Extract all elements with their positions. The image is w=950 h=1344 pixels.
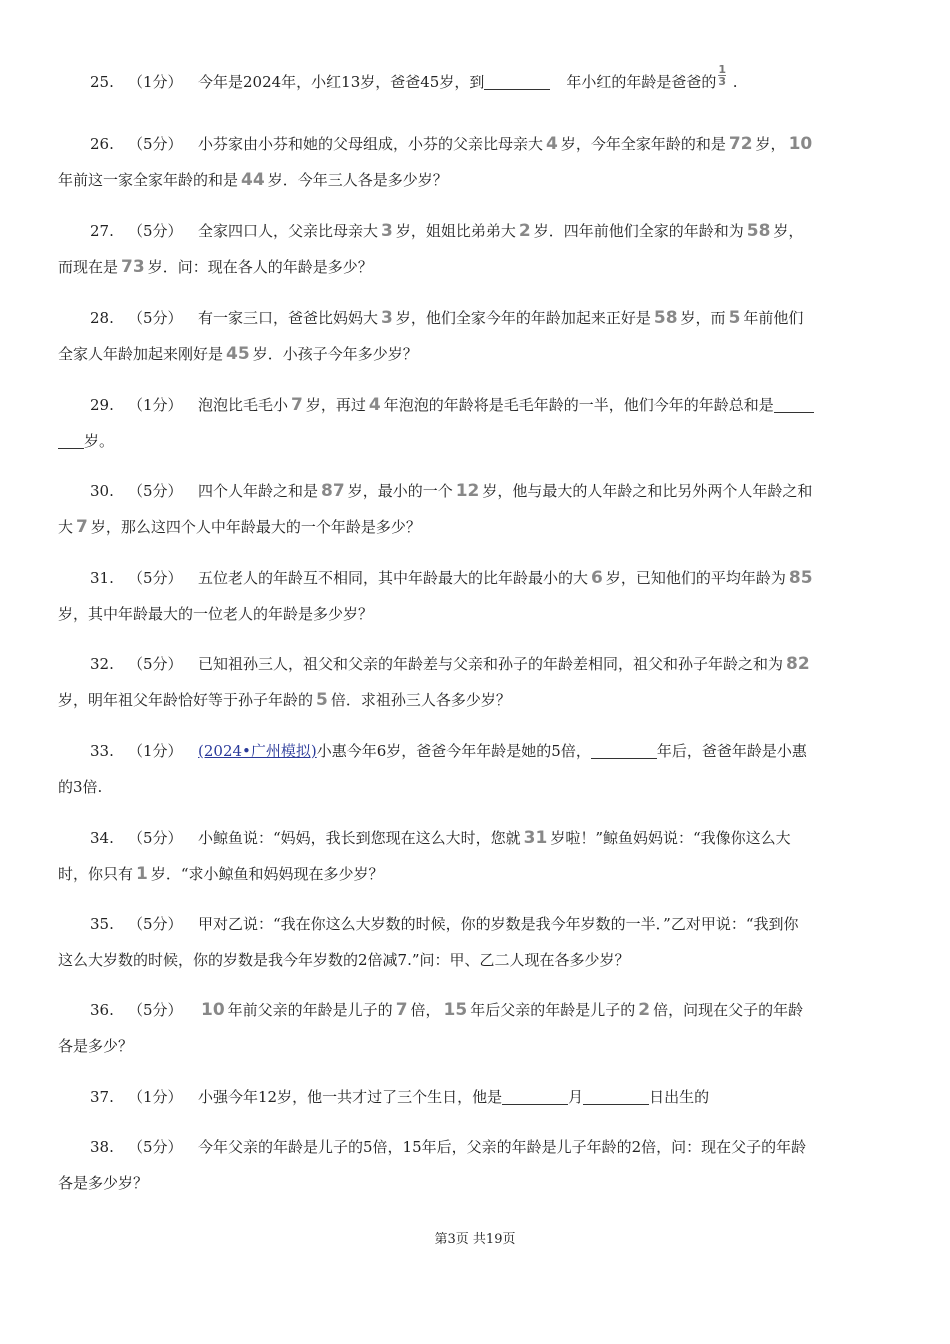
fraction-numerator: 1 [718,62,727,76]
question-text: 今年父亲的年龄是儿子的5倍，15年后，父亲的年龄是儿子年龄的2倍，问：现在父子的年龄 [198,1138,807,1156]
question-text: . [728,73,738,91]
question-text: 年后，爸爸年龄是小惠 [656,742,807,760]
question-text: 月 [568,1088,584,1106]
number-value: 31 [523,828,548,848]
answer-blank[interactable] [591,743,657,759]
question-text: 年前他们 [743,309,804,327]
question-text: 小鲸鱼说：“妈妈，我长到您现在这么大时，您就 [198,829,521,847]
question-text: 岁．四年前他们全家的年龄和为 [533,222,744,240]
number-value: 7 [395,1000,408,1020]
answer-blank-continued[interactable] [58,433,84,449]
question-text: 岁啦！”鲸鱼妈妈说：“我像你这么大 [550,829,791,847]
question-score: （5分） [128,829,183,847]
question-text: 四个人年龄之和是 [198,482,319,500]
question-text: 全家人年龄加起来刚好是 [58,345,224,363]
question-score: （1分） [128,1088,183,1106]
question-text: 岁，那么这四个人中年龄最大的一个年龄是多少？ [90,518,421,536]
number-value: 10 [788,134,813,154]
question-text: 有一家三口，爸爸比妈妈大 [198,309,379,327]
question-text: 岁，已知他们的平均年龄为 [605,569,786,587]
question-33 [58,733,892,805]
question-text: 小强今年12岁，他一共才过了三个生日，他是 [198,1088,503,1106]
question-number: 29. [90,396,114,414]
question-score: （5分） [128,1138,183,1156]
question-30 [58,473,892,545]
answer-blank[interactable] [484,74,550,90]
question-text: 倍， [410,1001,441,1019]
page-footer: 第3页 共19页 [434,1232,516,1247]
number-value: 82 [786,654,810,674]
question-35 [58,906,892,978]
number-value: 2 [518,221,531,241]
question-score: （5分） [128,309,183,327]
number-value: 1 [136,864,148,884]
question-text: 时，你只有 [58,865,134,883]
question-29 [58,387,892,459]
question-score: （5分） [128,569,183,587]
question-25 [58,64,892,100]
number-value: 45 [226,344,250,364]
question-number: 30. [90,482,114,500]
question-score: （5分） [128,655,183,673]
number-value: 4 [368,395,381,415]
question-text: 大 [58,518,74,536]
question-text: 岁，他与最大的人年龄之和比另外两个人年龄之和 [482,482,813,500]
question-number: 27. [90,222,114,240]
question-text: 岁。 [84,432,115,450]
question-text: 岁，最小的一个 [347,482,453,500]
question-text: 年小红的年龄是爸爸的 [566,73,717,91]
question-text: 岁，今年全家年龄的和是 [560,135,726,153]
question-36 [58,992,892,1064]
question-text: 各是多少岁？ [58,1174,149,1192]
number-value: 7 [76,517,88,537]
number-value: 87 [321,481,345,501]
number-value: 15 [443,1000,468,1020]
question-text: 小惠今年6岁，爸爸今年年龄是她的5倍， [316,742,591,760]
question-text: 岁，姐姐比弟弟大 [395,222,516,240]
question-number: 33. [90,742,114,760]
number-value: 3 [381,221,393,241]
number-value: 6 [591,568,603,588]
source-link[interactable]: (2024•广州模拟) [198,742,317,760]
question-text: 岁，再过 [305,396,366,414]
question-28 [58,300,892,372]
question-text: 小芬家由小芬和她的父母组成，小芬的父亲比母亲大 [198,135,544,153]
number-value: 44 [241,170,265,190]
question-number: 36. [90,1001,114,1019]
question-text: 而现在是 [58,258,119,276]
question-text: 这么大岁数的时候，你的岁数是我今年岁数的2倍减7.”问：甲、乙二人现在各多少岁？ [58,951,630,969]
number-value: 12 [455,481,480,501]
question-text: 各是多少？ [58,1037,134,1055]
question-text: 岁，明年祖父年龄恰好等于孙子年龄的 [58,691,314,709]
question-38 [58,1129,892,1201]
question-number: 31. [90,569,114,587]
question-text: 年后父亲的年龄是儿子的 [470,1001,636,1019]
question-text: 岁，他们全家今年的年龄加起来正好是 [395,309,651,327]
question-number: 26. [90,135,114,153]
question-text: 年前这一家全家年龄的和是 [58,171,239,189]
question-number: 37. [90,1088,114,1106]
question-number: 25. [90,73,114,91]
fraction [718,64,726,87]
number-value: 58 [746,221,771,241]
question-score: （5分） [128,915,183,933]
question-37 [58,1079,892,1115]
question-score: （5分） [128,222,183,240]
question-text: 岁，而 [680,309,726,327]
number-value: 5 [728,308,741,328]
question-text: 倍．求祖孙三人各多少岁？ [330,691,511,709]
question-number: 34. [90,829,114,847]
question-score: （5分） [128,1001,183,1019]
question-number: 35. [90,915,114,933]
question-32 [58,646,892,718]
number-value: 10 [201,1000,225,1020]
answer-blank[interactable] [774,397,814,413]
question-text: 岁．“求小鲸鱼和妈妈现在多少岁？ [150,865,384,883]
question-text: 岁．今年三人各是多少岁？ [267,171,448,189]
question-score: （5分） [128,135,183,153]
number-value: 7 [291,395,303,415]
question-31 [58,560,892,632]
question-text: 年前父亲的年龄是儿子的 [227,1001,393,1019]
fraction-denominator: 3 [718,74,727,88]
question-score: （1分） [128,73,183,91]
question-text: 岁．小孩子今年多少岁？ [252,345,418,363]
number-value: 85 [788,568,813,588]
question-text: 五位老人的年龄互不相同，其中年龄最大的比年龄最小的大 [198,569,589,587]
question-number: 32. [90,655,114,673]
question-text: 岁， [755,135,786,153]
question-text: 泡泡比毛毛小 [198,396,289,414]
question-text: 岁， [773,222,804,240]
number-value: 3 [381,308,393,328]
question-text: 今年是2024年，小红13岁，爸爸45岁，到 [198,73,485,91]
number-value: 73 [121,257,145,277]
question-score: （5分） [128,482,183,500]
question-score: （1分） [128,396,183,414]
question-number: 28. [90,309,114,327]
question-text: 岁，其中年龄最大的一位老人的年龄是多少岁？ [58,605,374,623]
question-text: 全家四口人，父亲比母亲大 [198,222,379,240]
question-text: 岁．问：现在各人的年龄是多少？ [147,258,373,276]
day-blank[interactable] [583,1089,649,1105]
question-number: 38. [90,1138,114,1156]
question-score: （1分） [128,742,183,760]
question-text: 已知祖孙三人，祖父和父亲的年龄差与父亲和孙子的年龄差相同，祖父和孙子年龄之和为 [198,655,784,673]
number-value: 4 [546,134,558,154]
month-blank[interactable] [502,1089,568,1105]
question-26 [58,126,892,198]
question-text: 年泡泡的年龄将是毛毛年龄的一半，他们今年的年龄总和是 [383,396,774,414]
question-text: 倍，问现在父子的年龄 [653,1001,804,1019]
number-value: 58 [653,308,678,328]
number-value: 72 [728,134,753,154]
question-text: 的3倍. [58,778,103,796]
question-34 [58,820,892,892]
number-value: 5 [316,690,328,710]
question-text: 甲对乙说：“我在你这么大岁数的时候，你的岁数是我今年岁数的一半．”乙对甲说：“我到你 [198,915,799,933]
question-text: 日出生的 [649,1088,710,1106]
number-value: 2 [638,1000,651,1020]
question-27 [58,213,892,285]
